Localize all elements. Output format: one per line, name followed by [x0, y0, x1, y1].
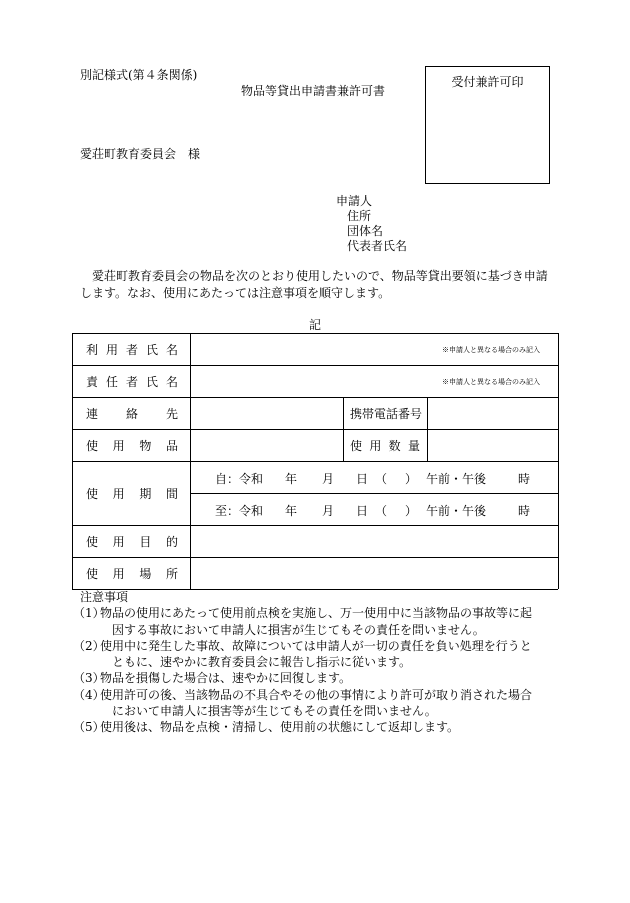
note-user-name: ※申請人と異なる場合のみ記入: [442, 346, 540, 354]
label-quantity: 使 用 数 量: [350, 438, 420, 453]
note-item: （3） 物品を損傷した場合は、速やかに回復します。: [73, 671, 352, 686]
application-table: 利 用 者 氏 名 ※申請人と異なる場合のみ記入 責 任 者 氏 名 ※申請人と異なる場合のみ記入 連 絡 先 携帯電話番号 使 用 物 品 使 用 数 量 使 用 期 間 自：令和 年 月 日 （ ） 午前・午後 時 至：令和 年 月 日 （ ） 午前・午後 時 使 用 目 的 使 用 場 所: [72, 333, 558, 589]
note-item: （1） 物品の使用にあたって使用前点検を実施し、万一使用中に当該物品の事故等に起 因する事故において申請人に損害が生じてもその責任を問いません。: [73, 606, 533, 637]
stamp-label: 受付兼許可印: [451, 75, 524, 89]
label-purpose: 使 用 目 的: [86, 534, 178, 549]
intro-paragraph: [80, 268, 566, 302]
note-responsible: ※申請人と異なる場合のみ記入: [442, 378, 540, 386]
applicant-heading: 申請人: [336, 194, 373, 208]
ki-heading: 記: [308, 318, 321, 332]
intro-line: します。なお、使用にあたっては注意事項を順守します。: [80, 286, 391, 300]
applicant-representative: 代表者氏名: [347, 239, 408, 253]
addressee: 愛荘町教育委員会 様: [80, 147, 201, 161]
note-item: （4） 使用許可の後、当該物品の不具合やその他の事情により許可が取り消された場合 において申請人に損害等が生じてもその責任を問いません。: [73, 687, 533, 719]
form-reference: 別記様式(第４条関係): [80, 68, 198, 82]
applicant-address: 住所: [347, 209, 372, 223]
note-item: （2） 使用中に発生した事故、故障については申請人が一切の責任を負い処理を行うと ともに、速やかに教育委員会に報告し指示に従います。: [73, 638, 532, 670]
label-place: 使 用 場 所: [86, 566, 178, 581]
notes-section: [73, 589, 570, 736]
label-period: 使 用 期 間: [86, 486, 178, 501]
document-title: 物品等貸出申請書兼許可書: [241, 84, 386, 98]
label-mobile: 携帯電話番号: [349, 406, 422, 421]
applicant-group: 団体名: [347, 224, 384, 238]
stamp-box: [425, 66, 550, 184]
note-item: （5） 使用後は、物品を点検・清掃し、使用前の状態にして返却します。: [73, 720, 460, 735]
label-user-name: 利 用 者 氏 名: [86, 342, 178, 357]
label-responsible: 責 任 者 氏 名: [86, 374, 178, 389]
intro-line: 愛荘町教育委員会の物品を次のとおり使用したいので、物品等貸出要領に基づき申請: [80, 269, 548, 283]
notes-title: 注意事項: [80, 590, 129, 604]
label-contact: 連 絡 先: [86, 406, 178, 421]
label-item: 使 用 物 品: [86, 438, 178, 453]
